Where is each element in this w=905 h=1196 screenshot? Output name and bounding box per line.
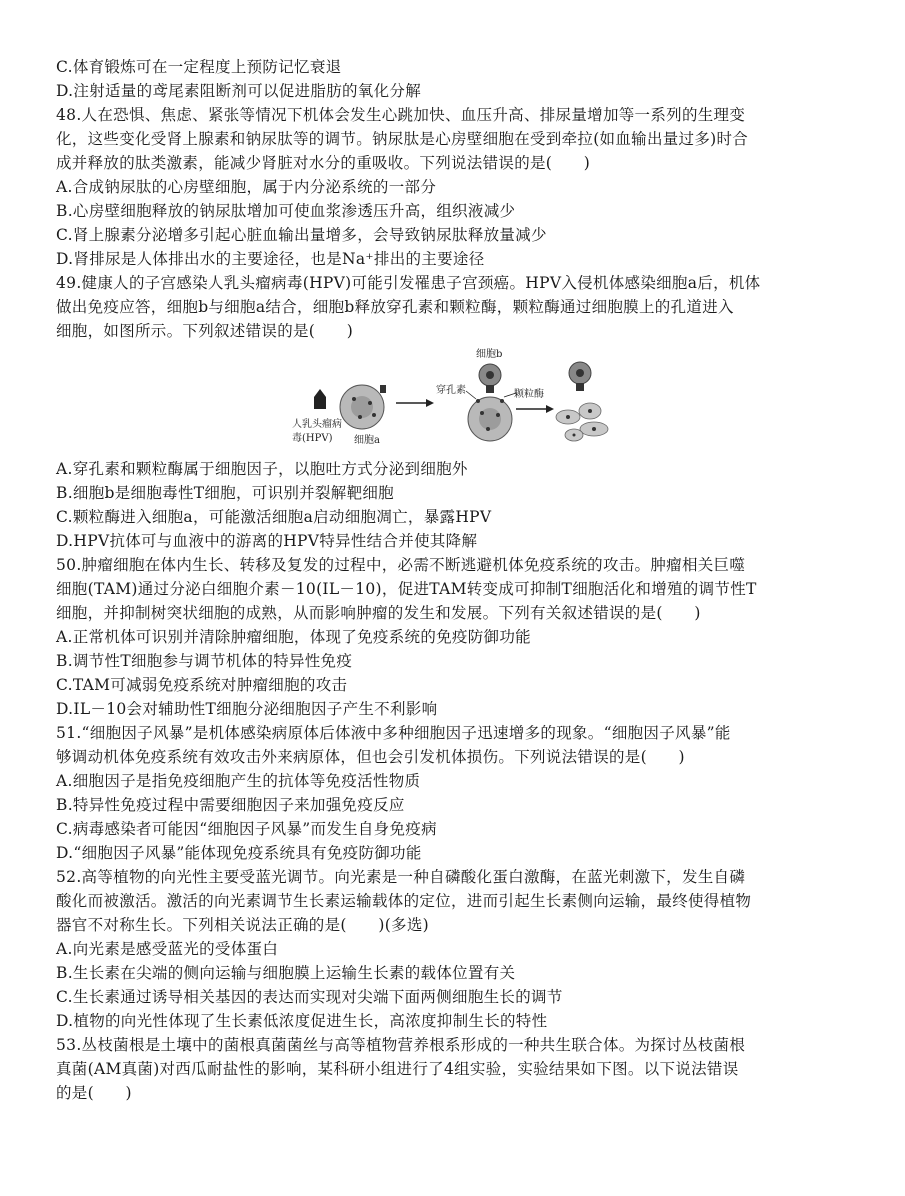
- label-cell-b: 细胞b: [476, 349, 503, 360]
- question-52-stem: 52.高等植物的向光性主要受蓝光调节。向光素是一种自磷酸化蛋白激酶，在蓝光刺激下，发生自磷: [56, 868, 746, 886]
- option-d: D.肾排尿是人体排出水的主要途径，也是Na⁺排出的主要途径: [56, 250, 485, 268]
- text-line: 化，这些变化受肾上腺素和钠尿肽等的调节。钠尿肽是心房壁细胞在受到牵拉(如血输出量过多)时合: [56, 130, 749, 148]
- option-b: B.心房壁细胞释放的钠尿肽增加可使血浆渗透压升高，组织液减少: [56, 202, 516, 220]
- apoptotic-fragments-icon: [556, 403, 608, 441]
- option-a: A.正常机体可识别并清除肿瘤细胞，体现了免疫系统的免疫防御功能: [56, 628, 531, 646]
- text-line: 做出免疫应答，细胞b与细胞a结合，细胞b释放穿孔素和颗粒酶，颗粒酶通过细胞膜上的孔道进入: [56, 298, 734, 316]
- text-line: 细胞(TAM)通过分泌白细胞介素－10(IL－10)，促进TAM转变成可抑制T细胞活化和增殖的调节性T: [56, 580, 757, 598]
- option-b: B.调节性T细胞参与调节机体的特异性免疫: [56, 652, 353, 670]
- label-perforin: 穿孔素: [436, 385, 466, 396]
- text-line: 细胞，并抑制树突状细胞的成熟，从而影响肿瘤的发生和发展。下列有关叙述错误的是( ): [56, 604, 701, 622]
- option-b: B.细胞b是细胞毒性T细胞，可识别并裂解靶细胞: [56, 484, 394, 502]
- option-a: A.合成钠尿肽的心房壁细胞，属于内分泌系统的一部分: [56, 178, 437, 196]
- hpv-virus-icon: [314, 389, 326, 409]
- text-line: 成并释放的肽类激素，能减少肾脏对水分的重吸收。下列说法错误的是( ): [56, 154, 591, 172]
- arrow-icon: [396, 399, 434, 407]
- immune-response-figure: [290, 345, 620, 455]
- option-b: B.生长素在尖端的侧向运输与细胞膜上运输生长素的载体位置有关: [56, 964, 516, 982]
- option-d: D.IL－10会对辅助性T细胞分泌细胞因子产生不利影响: [56, 700, 438, 718]
- label-cell-a: 细胞a: [354, 435, 380, 446]
- option-a: A.细胞因子是指免疫细胞产生的抗体等免疫活性物质: [56, 772, 421, 790]
- text-line: 够调动机体免疫系统有效攻击外来病原体，但也会引发机体损伤。下列说法错误的是( ): [56, 748, 685, 766]
- text-line: 器官不对称生长。下列相关说法正确的是( )(多选): [56, 916, 429, 934]
- label-hpv-1: 人乳头瘤病: [292, 419, 342, 430]
- text-line: D.注射适量的鸢尾素阻断剂可以促进脂肪的氧化分解: [56, 82, 422, 100]
- cell-a-icon: [340, 385, 386, 429]
- option-c: C.生长素通过诱导相关基因的表达而实现对尖端下面两侧细胞生长的调节: [56, 988, 563, 1006]
- question-48-stem: 48.人在恐惧、焦虑、紧张等情况下机体会发生心跳加快、血压升高、排尿量增加等一系列的生理变: [56, 106, 746, 124]
- label-granzyme: 颗粒酶: [514, 389, 544, 400]
- arrow-icon: [516, 405, 554, 413]
- question-49-stem: 49.健康人的子宫感染人乳头瘤病毒(HPV)可能引发罹患子宫颈癌。HPV入侵机体感染细胞a后，机体: [56, 274, 761, 292]
- text-line: C.体育锻炼可在一定程度上预防记忆衰退: [56, 58, 342, 76]
- option-c: C.TAM可减弱免疫系统对肿瘤细胞的攻击: [56, 676, 348, 694]
- text-line: 细胞，如图所示。下列叙述错误的是( ): [56, 322, 354, 340]
- option-d: D.HPV抗体可与血液中的游离的HPV特异性结合并使其降解: [56, 532, 478, 550]
- option-a: A.穿孔素和颗粒酶属于细胞因子，以胞吐方式分泌到细胞外: [56, 460, 468, 478]
- option-c: C.肾上腺素分泌增多引起心脏血输出量增多，会导致钠尿肽释放量减少: [56, 226, 547, 244]
- text-line: 酸化而被激活。激活的向光素调节生长素运输载体的定位，进而引起生长素侧向运输，最终使得植物: [56, 892, 752, 910]
- cell-a-target-icon: [468, 397, 512, 441]
- option-d: D.“细胞因子风暴”能体现免疫系统具有免疫防御功能: [56, 844, 422, 862]
- question-50-stem: 50.肿瘤细胞在体内生长、转移及复发的过程中，必需不断逃避机体免疫系统的攻击。肿瘤相关巨噬: [56, 556, 746, 574]
- cell-b-after-icon: [569, 362, 591, 391]
- question-53-stem: 53.丛枝菌根是土壤中的菌根真菌菌丝与高等植物营养根系形成的一种共生联合体。为探讨丛枝菌根: [56, 1036, 746, 1054]
- option-d: D.植物的向光性体现了生长素低浓度促进生长，高浓度抑制生长的特性: [56, 1012, 548, 1030]
- text-line: 真菌(AM真菌)对西瓜耐盐性的影响，某科研小组进行了4组实验，实验结果如下图。以下说法错误: [56, 1060, 739, 1078]
- question-51-stem: 51.“细胞因子风暴”是机体感染病原体后体液中多种细胞因子迅速增多的现象。“细胞因子风暴”能: [56, 724, 731, 742]
- option-b: B.特异性免疫过程中需要细胞因子来加强免疫反应: [56, 796, 405, 814]
- option-a: A.向光素是感受蓝光的受体蛋白: [56, 940, 279, 958]
- option-c: C.病毒感染者可能因“细胞因子风暴”而发生自身免疫病: [56, 820, 437, 838]
- text-line: 的是( ): [56, 1084, 132, 1102]
- cell-b-icon: [479, 364, 501, 393]
- option-c: C.颗粒酶进入细胞a，可能激活细胞a启动细胞凋亡，暴露HPV: [56, 508, 492, 526]
- label-hpv-2: 毒(HPV): [292, 433, 333, 444]
